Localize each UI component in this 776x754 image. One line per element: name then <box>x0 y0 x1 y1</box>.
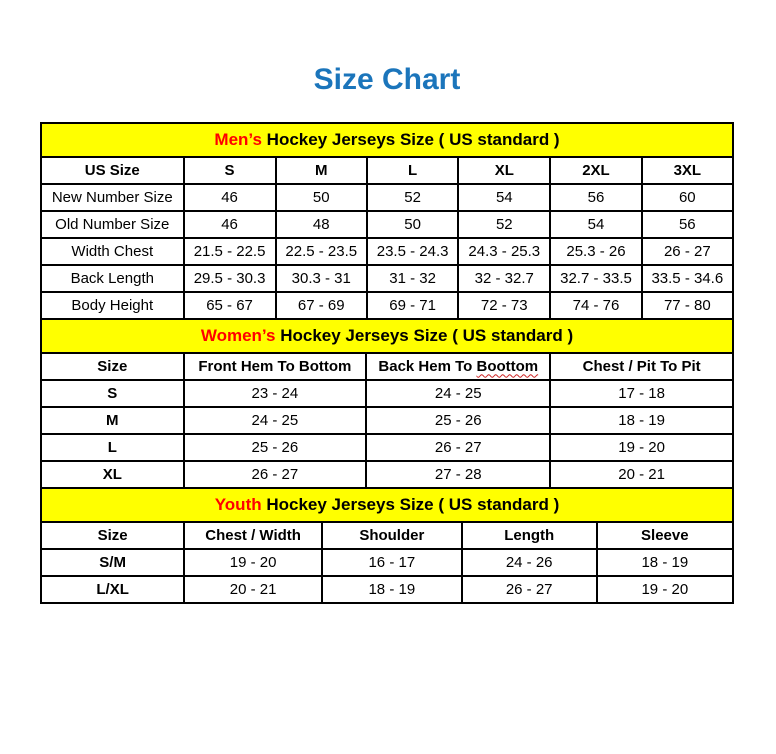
mens-size-value-cell: 33.5 - 34.6 <box>642 265 733 292</box>
mens-row-label: New Number Size <box>41 184 184 211</box>
youth-size-value-cell: 18 - 19 <box>322 576 462 603</box>
womens-row-label: M <box>41 407 184 434</box>
mens-size-value-cell: 29.5 - 30.3 <box>184 265 276 292</box>
youth-row-label: L/XL <box>41 576 184 603</box>
youth-column-header: Size <box>41 522 184 549</box>
mens-heading-row <box>41 123 733 157</box>
mens-size-value-cell: 65 - 67 <box>184 292 276 319</box>
mens-row-label: Back Length <box>41 265 184 292</box>
youth-size-value-cell: 18 - 19 <box>597 549 733 576</box>
mens-size-value-cell: 46 <box>184 184 276 211</box>
womens-size-value-cell: 26 - 27 <box>184 461 367 488</box>
youth-size-value-cell: 24 - 26 <box>462 549 597 576</box>
mens-row-label: Width Chest <box>41 238 184 265</box>
mens-size-value-cell: 56 <box>550 184 641 211</box>
mens-row-label: Body Height <box>41 292 184 319</box>
youth-row-label: S/M <box>41 549 184 576</box>
womens-size-value-cell: 19 - 20 <box>550 434 733 461</box>
womens-size-value-cell: 20 - 21 <box>550 461 733 488</box>
mens-size-value-cell: 54 <box>550 211 641 238</box>
mens-column-header: S <box>184 157 276 184</box>
mens-size-value-cell: 74 - 76 <box>550 292 641 319</box>
mens-size-value-cell: 25.3 - 26 <box>550 238 641 265</box>
womens-row-label: XL <box>41 461 184 488</box>
mens-column-header: L <box>367 157 458 184</box>
youth-size-value-cell: 20 - 21 <box>184 576 322 603</box>
womens-column-header: Size <box>41 353 184 380</box>
womens-size-value-cell: 24 - 25 <box>184 407 367 434</box>
mens-table-row <box>41 238 733 265</box>
youth-size-value-cell: 16 - 17 <box>322 549 462 576</box>
womens-size-value-cell: 26 - 27 <box>366 434 550 461</box>
mens-size-value-cell: 48 <box>276 211 367 238</box>
youth-header-row <box>41 522 733 549</box>
youth-heading-accent: Youth <box>214 494 262 514</box>
youth-size-value-cell: 26 - 27 <box>462 576 597 603</box>
mens-table-row <box>41 184 733 211</box>
womens-size-table <box>40 318 734 489</box>
mens-column-header: XL <box>458 157 550 184</box>
womens-heading-row <box>41 319 733 353</box>
womens-row-label: S <box>41 380 184 407</box>
mens-table-row <box>41 211 733 238</box>
mens-size-value-cell: 23.5 - 24.3 <box>367 238 458 265</box>
youth-column-header: Length <box>462 522 597 549</box>
youth-size-value-cell: 19 - 20 <box>184 549 322 576</box>
youth-table-heading: Youth Hockey Jerseys Size ( US standard ) <box>41 488 733 522</box>
youth-size-value-cell: 19 - 20 <box>597 576 733 603</box>
mens-size-value-cell: 22.5 - 23.5 <box>276 238 367 265</box>
mens-table-row <box>41 265 733 292</box>
womens-heading-accent: Women’s <box>200 325 276 345</box>
mens-size-value-cell: 21.5 - 22.5 <box>184 238 276 265</box>
mens-size-value-cell: 67 - 69 <box>276 292 367 319</box>
mens-column-header: 2XL <box>550 157 641 184</box>
mens-size-value-cell: 31 - 32 <box>367 265 458 292</box>
womens-column-header: Back Hem To Boottom <box>366 353 550 380</box>
youth-heading-row <box>41 488 733 522</box>
mens-size-value-cell: 54 <box>458 184 550 211</box>
mens-size-value-cell: 30.3 - 31 <box>276 265 367 292</box>
womens-table-row <box>41 461 733 488</box>
mens-column-header: US Size <box>41 157 184 184</box>
mens-size-value-cell: 52 <box>367 184 458 211</box>
mens-size-value-cell: 50 <box>276 184 367 211</box>
youth-column-header: Chest / Width <box>184 522 322 549</box>
womens-size-value-cell: 25 - 26 <box>366 407 550 434</box>
womens-table-row <box>41 380 733 407</box>
youth-column-header: Sleeve <box>597 522 733 549</box>
mens-size-value-cell: 50 <box>367 211 458 238</box>
mens-header-row <box>41 157 733 184</box>
mens-table-row <box>41 292 733 319</box>
mens-size-value-cell: 69 - 71 <box>367 292 458 319</box>
mens-size-value-cell: 60 <box>642 184 733 211</box>
womens-size-value-cell: 18 - 19 <box>550 407 733 434</box>
mens-size-value-cell: 56 <box>642 211 733 238</box>
youth-table-row <box>41 576 733 603</box>
womens-size-value-cell: 24 - 25 <box>366 380 550 407</box>
size-chart-sheet <box>40 62 734 604</box>
mens-table-heading: Men’s Hockey Jerseys Size ( US standard ) <box>41 123 733 157</box>
womens-table-row <box>41 407 733 434</box>
mens-size-value-cell: 52 <box>458 211 550 238</box>
womens-column-header: Chest / Pit To Pit <box>550 353 733 380</box>
mens-column-header: M <box>276 157 367 184</box>
misspelled-word: Boottom <box>476 357 539 375</box>
womens-table-row <box>41 434 733 461</box>
mens-size-value-cell: 46 <box>184 211 276 238</box>
mens-size-value-cell: 77 - 80 <box>642 292 733 319</box>
size-tables-container <box>40 122 734 604</box>
womens-size-value-cell: 25 - 26 <box>184 434 367 461</box>
womens-size-value-cell: 23 - 24 <box>184 380 367 407</box>
mens-size-value-cell: 24.3 - 25.3 <box>458 238 550 265</box>
page-title: Size Chart <box>313 63 461 96</box>
mens-size-value-cell: 26 - 27 <box>642 238 733 265</box>
youth-table-row <box>41 549 733 576</box>
youth-size-table <box>40 487 734 604</box>
womens-header-row <box>41 353 733 380</box>
womens-size-value-cell: 27 - 28 <box>366 461 550 488</box>
womens-table-heading: Women’s Hockey Jerseys Size ( US standard ) <box>41 319 733 353</box>
mens-size-value-cell: 32.7 - 33.5 <box>550 265 641 292</box>
mens-row-label: Old Number Size <box>41 211 184 238</box>
mens-column-header: 3XL <box>642 157 733 184</box>
mens-heading-accent: Men’s <box>214 129 262 149</box>
womens-column-header: Front Hem To Bottom <box>184 353 367 380</box>
mens-size-value-cell: 72 - 73 <box>458 292 550 319</box>
youth-column-header: Shoulder <box>322 522 462 549</box>
mens-size-table <box>40 122 734 320</box>
womens-size-value-cell: 17 - 18 <box>550 380 733 407</box>
mens-size-value-cell: 32 - 32.7 <box>458 265 550 292</box>
womens-row-label: L <box>41 434 184 461</box>
